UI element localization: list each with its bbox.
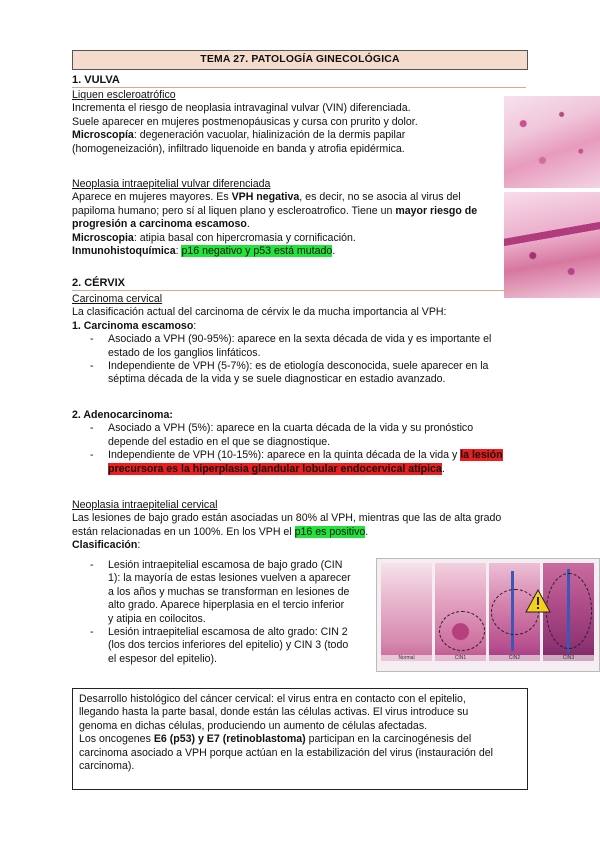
bold-span: VPH negativa (231, 191, 300, 204)
cin-label: CIN1 (435, 655, 486, 661)
subtitle-neo-cervical: Neoplasia intraepitelial cervical (72, 499, 218, 511)
section-divider (72, 290, 526, 291)
list-adeno (72, 422, 532, 476)
text-line: - Independiente de VPH (5-7%): es de etiología desconocida, suele aparecer en la (108, 360, 489, 373)
text-line: 1): la mayoría de estas lesiones vuelven a aparecer (108, 572, 351, 585)
text-span: : (175, 245, 182, 258)
text-span: Independiente de VPH (10-15%): aparece en la quinta década de la vida y (108, 449, 461, 462)
cin-histology-figure (376, 558, 600, 672)
cin-list-block (72, 559, 372, 666)
highlight-ring (439, 611, 485, 651)
page-title: TEMA 27. PATOLOGÍA GINECOLÓGICA (72, 50, 528, 70)
text-line (72, 218, 504, 231)
text-line: séptima década de la vida y se suele diagnosticar en estadio avanzado. (108, 373, 446, 386)
text-line: estado de los ganglios linfáticos. (108, 346, 261, 359)
text-span: . (246, 218, 250, 231)
highlight-red: precursora es la hiperplasia glandular lobular endocervical atípica (108, 462, 442, 475)
text-line: genoma en dichas células, produciendo un aumento de células afectadas. (79, 719, 428, 732)
text-span: están relacionadas en un 100%. En los VPH el (72, 525, 295, 538)
text-line: Incrementa el riesgo de neoplasia intravaginal vulvar (VIN) diferenciada. (72, 102, 411, 115)
text-line: el espesor del epitelio). (108, 652, 217, 665)
carcinoma-block (72, 293, 522, 387)
list-item (72, 449, 532, 476)
list-item (72, 626, 372, 666)
text-line: a los años y muchas se transforman en lesiones de (108, 585, 350, 598)
note-box (72, 688, 528, 790)
text-span: : (137, 539, 141, 552)
text-line: (homogeneización), infiltrado liquenoide en banda y atrofia epidérmica. (72, 142, 405, 155)
histology-image-liquen (504, 96, 600, 188)
text-line: Las lesiones de bajo grado están asociadas un 80% al VPH, mientras que las de alta grado (72, 512, 502, 525)
heading-adenocarcinoma: 2. Adenocarcinoma: (72, 409, 173, 421)
text-line: - Asociado a VPH (5%): aparece en la cuarta década de la vida y su pronóstico (108, 422, 474, 435)
text-span: : (193, 319, 197, 332)
cin-label: CIN3 (543, 655, 594, 661)
text-line (72, 526, 532, 539)
highlight-green: p16 negativo y p53 está mutado (181, 245, 333, 258)
subtitle-carcinoma: Carcinoma cervical (72, 293, 163, 305)
text-line (72, 191, 504, 204)
text-line: - Asociado a VPH (90-95%): aparece en la sexta década de vida y es importante el (108, 333, 492, 346)
list-item (72, 360, 522, 387)
section-heading-cervix: 2. CÉRVIX (72, 277, 125, 289)
bold-span: mayor riesgo de (395, 204, 478, 217)
list-item (72, 333, 522, 360)
label-clasificacion: Clasificación (72, 539, 138, 552)
neo-cervical-block (72, 499, 532, 553)
text-span: Los oncogenes (79, 733, 154, 746)
highlight-ring (546, 573, 592, 649)
text-line: carcinoma). (79, 760, 135, 773)
subtitle-liquen: Liquen escleroatrófico (72, 89, 176, 101)
text-line: La clasificación actual del carcinoma de cérvix le da mucha importancia al VPH: (72, 306, 447, 319)
label-inmuno: Inmunohistoquímica (72, 245, 176, 258)
text-line (72, 205, 504, 218)
text-span: papiloma humano; pero sí al liquen plano y escleroatrofico. Tiene un (72, 204, 396, 217)
bold-span: E6 (p53) y E7 (retinoblastoma) (153, 733, 306, 746)
text-line (72, 245, 504, 258)
text-span: . (332, 245, 336, 258)
section-divider (72, 87, 526, 88)
bold-span: progresión a carcinoma escamoso (72, 218, 247, 231)
warning-icon (525, 589, 551, 613)
text-line (72, 232, 504, 245)
highlight-red: la lesión (460, 449, 503, 462)
cin-tile-cin1 (435, 563, 486, 661)
text-line: carcinoma asociado a VPH porque actúan en la estabilización del virus (instauración del (79, 746, 493, 759)
text-span: . (441, 462, 445, 475)
cin-label: Normal (381, 655, 432, 661)
list-item (72, 559, 372, 626)
text-span: participan en la carcinogénesis del (305, 733, 472, 746)
label-microscopia: Microscopia (72, 231, 134, 244)
list-item (72, 422, 532, 449)
text-line: llegando hasta la parte basal, donde están las células activas. El virus introduce su (79, 706, 469, 719)
text-line: - Lesión intraepitelial escamosa de bajo grado (CIN (108, 559, 343, 571)
text-line (72, 320, 522, 333)
cin-tile-normal (381, 563, 432, 661)
text-line: Desarrollo histológico del cáncer cervical: el virus entra en contacto con el epitelio, (79, 693, 466, 705)
text-line (108, 449, 532, 462)
text-line: - Lesión intraepitelial escamosa de alto grado: CIN 2 (108, 626, 348, 639)
text-line (79, 733, 521, 746)
histology-image-vin (504, 192, 600, 298)
list-escamoso (72, 333, 522, 387)
text-line: (los dos tercios inferiores del epitelio) y CIN 3 (todo (108, 639, 349, 652)
subtitle-neo-vulvar: Neoplasia intraepitelial vulvar diferenciada (72, 178, 271, 190)
text-line: depende del estadio en el que se diagnostique. (108, 435, 331, 448)
highlight-green: p16 es positivo (294, 525, 366, 538)
neo-vulvar-block (72, 178, 504, 258)
list-cin (72, 559, 372, 666)
text-line (72, 539, 532, 552)
text-span: . (365, 525, 369, 538)
text-line: Suele aparecer en mujeres postmenopáusicas y cursa con prurito y dolor. (72, 115, 418, 128)
label-microscopia: Microscopía (72, 129, 134, 142)
text-line: y atipia en coilocitos. (108, 612, 206, 625)
heading-escamoso: 1. Carcinoma escamoso (72, 319, 194, 332)
text-span: : atipia basal con hipercromasia y cornificación. (133, 231, 356, 244)
section-heading-vulva: 1. VULVA (72, 74, 120, 86)
text-span: , es decir, no se asocia al virus del (299, 191, 461, 204)
text-line: alto grado. Aparece hiperplasia en el tercio inferior (108, 599, 345, 612)
text-line (72, 129, 502, 142)
text-line (108, 463, 532, 476)
text-span: Aparece en mujeres mayores. Es (72, 191, 232, 204)
text-span: : degeneración vacuolar, hialinización de la dermis papilar (133, 129, 406, 142)
adenocarcinoma-block (72, 409, 532, 476)
liquen-block (72, 89, 502, 156)
cin-label: CIN2 (489, 655, 540, 661)
